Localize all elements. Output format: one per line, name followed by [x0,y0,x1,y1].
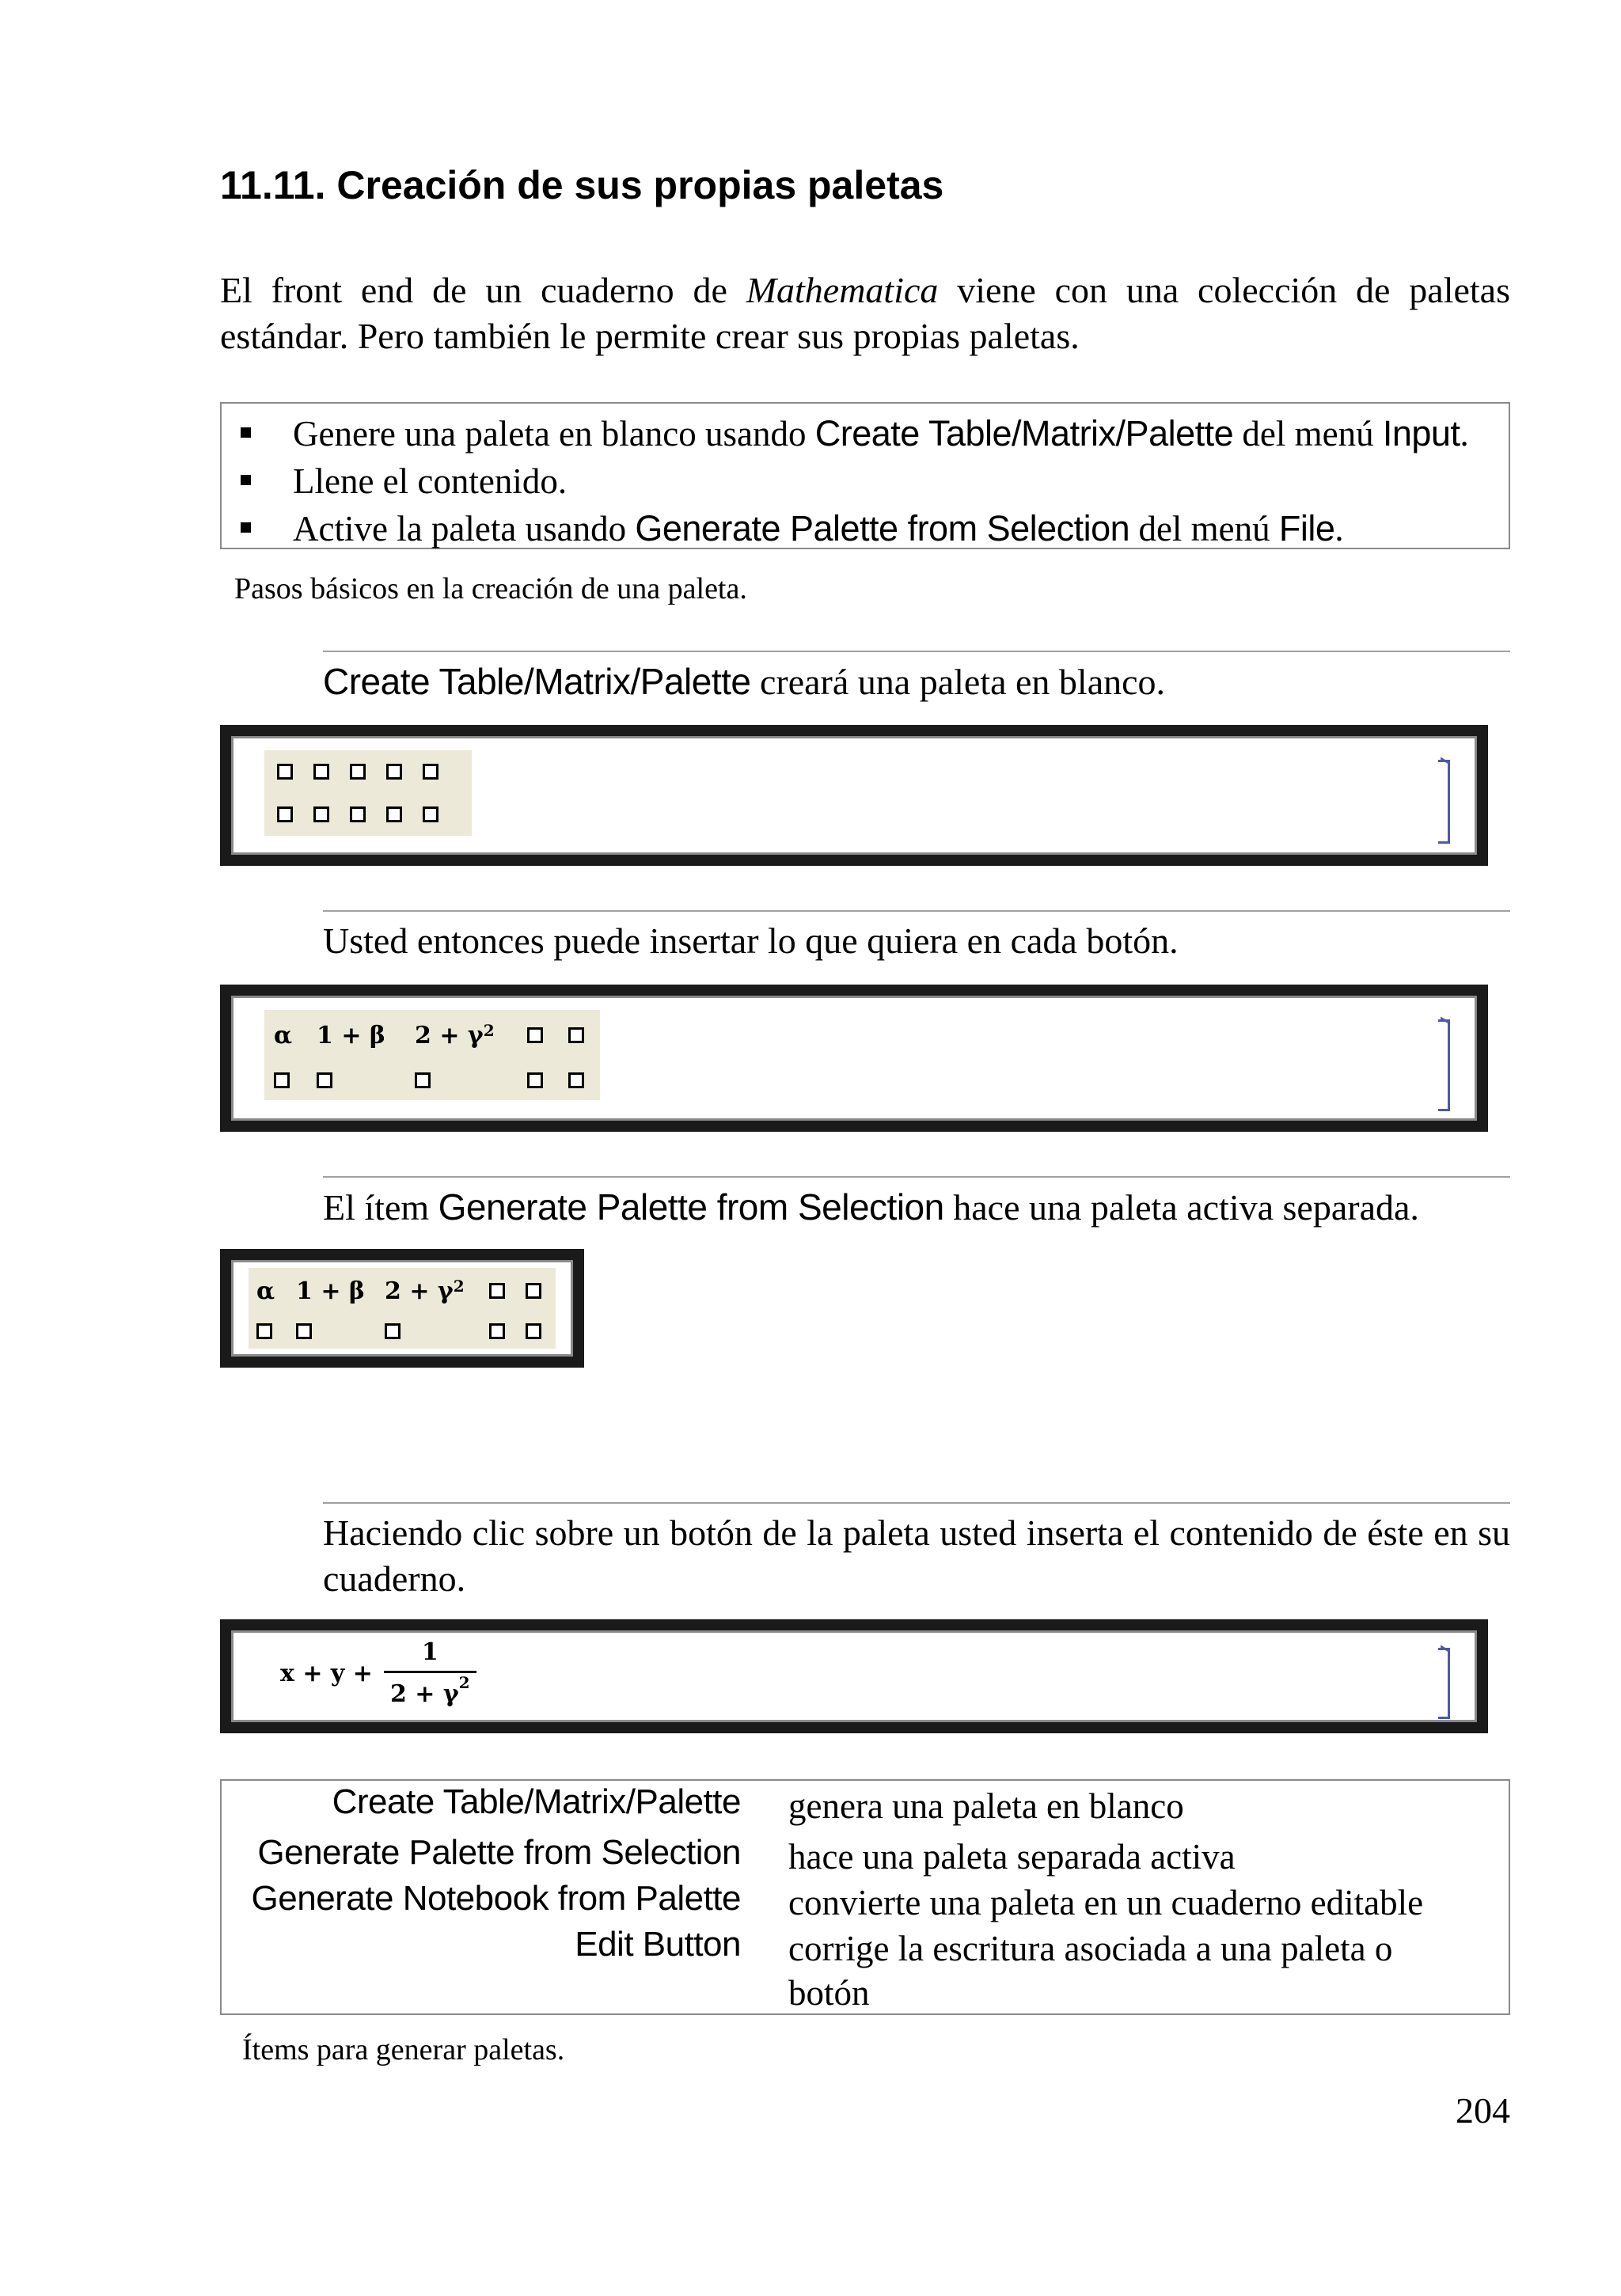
blank-palette [264,750,472,836]
placeholder-button[interactable] [313,764,329,780]
steps-box [220,402,1510,549]
palette-button-one-plus-beta[interactable]: 1 + β [296,1277,365,1305]
step-item: Active la paleta usando Generate Palette from Selection del menú File. [222,505,1509,552]
placeholder-button[interactable] [423,764,438,780]
placeholder-button[interactable] [350,806,366,822]
placeholder-button[interactable] [415,1072,431,1088]
step-item: Genere una paleta en blanco usando Create Table/Matrix/Palette del menú Input. [222,410,1509,457]
divider [323,910,1510,912]
page-number: 204 [1456,2090,1510,2131]
steps-caption: Pasos básicos en la creación de una paleta. [234,572,747,605]
placeholder-button[interactable] [423,806,438,822]
palette-button-one-plus-beta[interactable]: 1 + β [317,1021,385,1049]
placeholder-button[interactable] [296,1323,312,1339]
intro-paragraph: El front end de un cuaderno de Mathematica viene con una colección de paletas estándar. Pero también le permite crear sus propias paletas. [220,270,1510,356]
cell-bracket-icon[interactable] [1438,1019,1450,1111]
square-bullet-icon [241,475,251,485]
menu-command: Create Table/Matrix/Palette [814,413,1234,454]
placeholder-button[interactable] [385,1323,401,1339]
description-cell: convierte una paleta en un cuaderno editable [788,1883,1424,1922]
items-caption: Ítems para generar paletas. [242,2033,565,2066]
command-cell: Create Table/Matrix/Palette [332,1782,741,1821]
palette-button-two-plus-gamma-squared[interactable]: 2 + γ $^2$ [385,1277,465,1305]
divider [323,651,1510,652]
command-cell: Generate Notebook from Palette [251,1879,741,1918]
description-cell: corrige la escritura asociada a una paleta o botón [788,1929,1393,2013]
command-cell: Edit Button [575,1925,741,1964]
placeholder-button[interactable] [526,1323,541,1339]
square-bullet-icon [241,427,251,438]
items-table [220,1779,1510,2015]
block-text: Usted entonces puede insertar lo que quiera en cada botón. [323,920,1179,961]
mathematica-emphasis: Mathematica [746,270,939,310]
notebook-cell [220,725,1488,866]
description-cell: genera una paleta en blanco [788,1786,1184,1826]
placeholder-button[interactable] [256,1323,272,1339]
placeholder-button[interactable] [527,1027,543,1043]
block-text: Haciendo clic sobre un botón de la paleta usted inserta el contenido de éste en su cuaderno. [323,1512,1510,1599]
placeholder-button[interactable] [489,1283,505,1299]
cell-bracket-icon[interactable] [1438,760,1450,844]
palette-button-two-plus-gamma-squared[interactable]: 2 + γ $^2$ [415,1021,495,1049]
notebook-cell [220,985,1488,1132]
placeholder-button[interactable] [350,764,366,780]
menu-command: Create Table/Matrix/Palette [323,661,751,702]
filled-palette [264,1010,600,1100]
placeholder-button[interactable] [526,1283,541,1299]
block-text: Create Table/Matrix/Palette creará una paleta en blanco. [323,661,1166,702]
menu-command: Generate Palette from Selection [635,508,1130,548]
menu-command: Generate Palette from Selection [438,1186,944,1228]
placeholder-button[interactable] [274,1072,290,1088]
inserted-expression: x + y + $\frac{1}{2 + \gamma^2}$ [280,1638,476,1708]
section-title: 11.11. Creación de sus propias paletas [220,163,944,207]
description-cell: hace una paleta separada activa [788,1837,1236,1877]
placeholder-button[interactable] [317,1072,332,1088]
command-cell: Generate Palette from Selection [257,1833,741,1872]
placeholder-button[interactable] [568,1027,584,1043]
placeholder-button[interactable] [386,806,402,822]
divider [323,1502,1510,1504]
placeholder-button[interactable] [386,764,402,780]
menu-name: Input [1382,413,1460,454]
step-item: Llene el contenido. [222,457,1509,505]
placeholder-button[interactable] [527,1072,543,1088]
palette-button-alpha[interactable]: α [274,1021,293,1049]
placeholder-button[interactable] [277,764,293,780]
placeholder-button[interactable] [489,1323,505,1339]
placeholder-button[interactable] [568,1072,584,1088]
divider [323,1176,1510,1178]
cell-bracket-icon[interactable] [1438,1648,1450,1719]
floating-palette-window [220,1249,584,1368]
fraction: $\frac{1}{2 + \gamma^2}$ [384,1638,476,1708]
palette-button-alpha[interactable]: α [256,1277,275,1305]
block-text: El ítem Generate Palette from Selection hace una paleta activa separada. [323,1186,1419,1228]
menu-name: File [1278,508,1335,548]
square-bullet-icon [241,522,251,533]
active-palette [249,1268,556,1349]
placeholder-button[interactable] [277,806,293,822]
placeholder-button[interactable] [313,806,329,822]
